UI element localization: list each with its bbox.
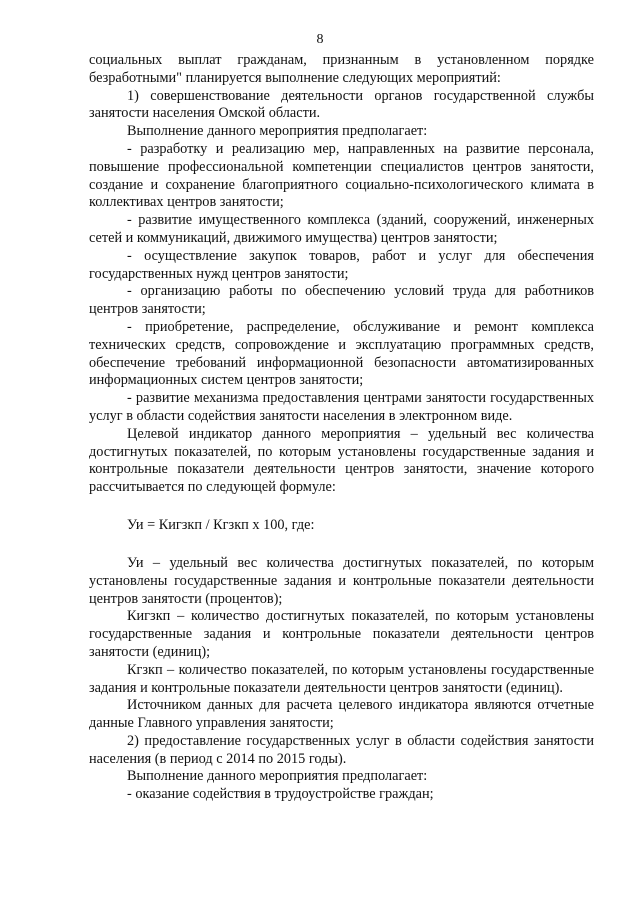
paragraph: - приобретение, распределение, обслуживание и ремонт комплекса технических средств, сопровождение и эксплуатацию программных средств, обеспечение требований информационной безопасности автоматизированных информационных систем центров занятости; — [89, 318, 594, 389]
paragraph: - организацию работы по обеспечению условий труда для работников центров занятости; — [89, 283, 594, 318]
paragraph: - осуществление закупок товаров, работ и услуг для обеспечения государственных нужд центров занятости; — [89, 247, 594, 282]
paragraph: Уи – удельный вес количества достигнутых показателей, по которым установлены государственные задания и контрольные показатели деятельности центров занятости (процентов); — [89, 554, 594, 607]
paragraph: Целевой индикатор данного мероприятия – удельный вес количества достигнутых показателей, по которым установлены государственные задания и контрольные показатели деятельности центров занятости, значение которого рассчитывается по следующей формуле: — [89, 425, 594, 496]
paragraph: 2) предоставление государственных услуг в области содействия занятости населения (в период с 2014 по 2015 годы). — [89, 732, 594, 767]
paragraph-group-bottom — [89, 555, 594, 804]
document-body — [89, 52, 594, 804]
paragraph: Выполнение данного мероприятия предполагает: — [127, 123, 428, 140]
page-number: 8 — [316, 32, 324, 47]
paragraph: - развитие механизма предоставления центрами занятости государственных услуг в области содействия занятости населения в электронном виде. — [89, 390, 594, 424]
paragraph: - оказание содействия в трудоустройстве граждан; — [127, 786, 434, 803]
paragraph: Кгзкп – количество показателей, по которым установлены государственные задания и контрольные показатели деятельности центров занятости (единиц). — [89, 661, 594, 696]
paragraph: - развитие имущественного комплекса (зданий, сооружений, инженерных сетей и коммуникаций, движимого имущества) центров занятости; — [89, 212, 594, 246]
paragraph: социальных выплат гражданам, признанным в установленном порядке безработными" планируется выполнение следующих мероприятий: — [89, 52, 594, 86]
paragraph: Источником данных для расчета целевого индикатора являются отчетные данные Главного управления занятости; — [89, 697, 594, 732]
paragraph: Выполнение данного мероприятия предполагает: — [127, 768, 428, 785]
paragraph-group-top — [89, 52, 594, 497]
paragraph: 1) совершенствование деятельности органов государственной службы занятости населения Омской области. — [89, 87, 594, 122]
formula: Уи = Кигзкп / Кгзкп х 100, где: — [127, 516, 315, 533]
paragraph: Кигзкп – количество достигнутых показателей, по которым установлены государственные задания и контрольные показатели деятельности центров занятости (единиц); — [89, 608, 594, 660]
paragraph: - разработку и реализацию мер, направленных на развитие персонала, повышение профессиональной компетенции специалистов центров занятости, создание и сохранение благоприятного социально-психологического климата в коллективах центров занятости; — [89, 140, 594, 211]
